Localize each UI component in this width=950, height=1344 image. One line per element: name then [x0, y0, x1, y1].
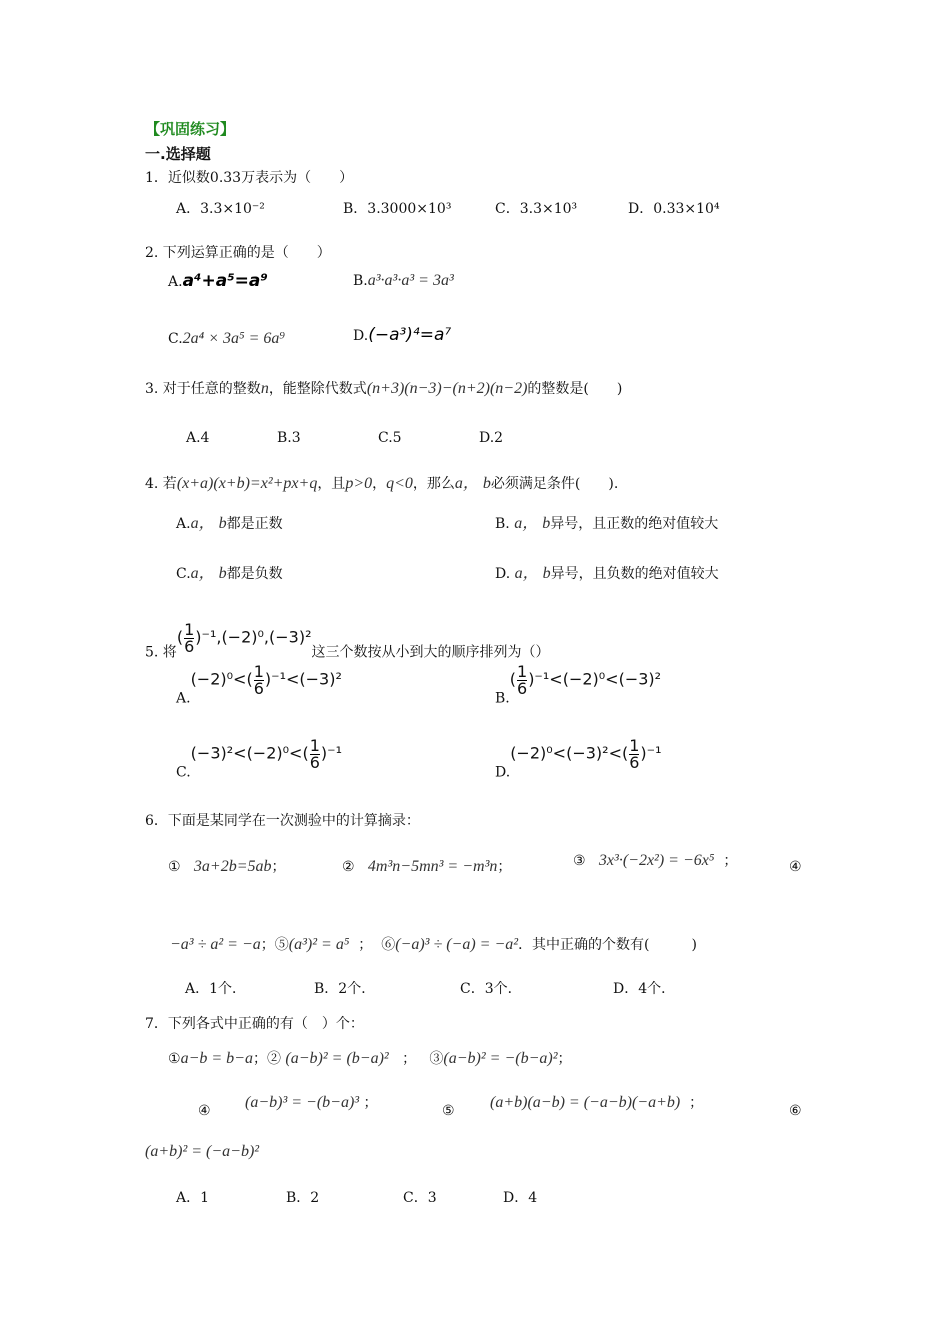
q7-option-c: C．3 [403, 1190, 437, 1206]
q1-stem: 1．近似数0.33万表示为（ ） [145, 170, 354, 186]
numerator: 1 [629, 736, 640, 755]
q4-option-b [495, 515, 718, 533]
item-number: ① [168, 859, 181, 875]
q6-option-a: A．1个． [185, 981, 247, 997]
item-number: ③ [429, 1051, 444, 1067]
option-vars: a， b [190, 515, 227, 532]
fraction [254, 664, 264, 697]
q6-option-c: C．3个． [460, 981, 522, 997]
denominator: 6 [309, 753, 320, 772]
option-label: D. [495, 566, 511, 582]
option-vars: a， b [514, 565, 551, 582]
q3-option-b: B.3 [277, 430, 301, 446]
option-label: D. [353, 328, 369, 344]
stem-text: 4. 若 [145, 476, 177, 492]
q4-option-c [176, 565, 283, 583]
option-expr: ( [509, 669, 516, 689]
q2-option-b [353, 272, 454, 290]
option-text: 异号，且正数的绝对值较大 [550, 516, 719, 532]
stem-text: ，且 [317, 476, 346, 492]
option-expr: (−2)⁰<( [190, 669, 253, 689]
item-expr: a−b = b−a [180, 1050, 253, 1067]
option-expr: )⁻¹<(−2)⁰<(−3)² [528, 669, 662, 689]
section-title: 【巩固练习】 [145, 120, 236, 138]
q2-option-d [353, 326, 451, 345]
numerator: 1 [309, 736, 320, 755]
numerator: 1 [253, 662, 264, 681]
numerator: 1 [517, 662, 528, 681]
q7-item-6 [145, 1143, 259, 1161]
q7-row-1 [168, 1050, 572, 1068]
q1-option-c: C．3.3×10³ [495, 201, 578, 217]
item-punct: ； [402, 1051, 417, 1067]
q2-option-a [168, 272, 268, 291]
item-punct: ； [557, 1051, 572, 1067]
item-expr: (a+b)² = (−a−b)² [145, 1143, 260, 1160]
item-expr: (−a)³ ÷ (−a) = −a² [395, 936, 519, 953]
item-expr: (a+b)(a−b) = (−a−b)(−a+b) [490, 1094, 681, 1111]
q5-option-d [495, 738, 662, 782]
option-expr: 2a⁴ × 3a⁵ = 6a⁹ [182, 330, 285, 347]
item-expr: 4m³n−5mn³ = −m³n [367, 858, 498, 875]
item-number: ① [168, 1051, 181, 1067]
option-label: B. [353, 273, 368, 289]
item-punct: ； [723, 853, 738, 869]
fraction [517, 664, 527, 697]
q2-stem: 2. 下列运算正确的是（ ） [145, 245, 331, 261]
item-expr: (a³)² = a⁵ [288, 936, 350, 953]
item-expr: (a−b)² = −(b−a)² [443, 1050, 558, 1067]
option-label: A. [168, 274, 183, 290]
stem-expr: q<0 [386, 475, 413, 492]
denominator: 6 [517, 679, 528, 698]
item-number: ③ [573, 853, 586, 869]
item-number: ② [342, 859, 355, 875]
stem-text: ，能整除代数式 [268, 381, 367, 397]
option-expr: a⁴+a⁵=a⁹ [182, 271, 268, 291]
item-punct: ； [497, 859, 512, 875]
item-punct: ； [252, 1051, 267, 1067]
option-label: D. [495, 764, 511, 781]
item-punct: ．其中正确的个数有( ) [518, 937, 697, 953]
q7-item-6-number: ⑥ [789, 1103, 802, 1119]
q2-option-c [168, 330, 285, 348]
stem-text: ，那么 [412, 476, 455, 492]
option-expr: (−2)⁰<(−3)²<( [510, 743, 629, 763]
option-expr: a³·a³·a³ = 3a³ [367, 272, 454, 289]
stem-expr: p>0 [345, 475, 373, 492]
q6-item-1 [168, 858, 286, 876]
item-punct: ； [689, 1095, 704, 1111]
q1-option-a: A．3.3×10⁻² [176, 201, 265, 217]
item-punct: ； [260, 937, 275, 953]
q7-option-a: A．1 [176, 1190, 210, 1206]
stem-text: ， [372, 476, 387, 492]
option-vars: a， b [514, 515, 551, 532]
option-label: C. [176, 566, 191, 582]
q3-option-c: C.5 [378, 430, 402, 446]
q5-option-b [495, 664, 661, 708]
option-vars: a， b [190, 565, 227, 582]
item-expr: (a−b)³ = −(b−a)³ [245, 1094, 360, 1111]
q4-option-d [495, 565, 719, 583]
option-label: C. [176, 764, 191, 781]
q6-item-2 [342, 858, 511, 876]
item-punct: ； [271, 859, 286, 875]
stem-vars: a， b [454, 475, 491, 492]
stem-var: n [260, 380, 269, 397]
item-number: ⑤ [274, 937, 289, 953]
stem-expr: )⁻¹,(−2)⁰,(−3)² [195, 627, 312, 647]
option-text: 都是正数 [226, 516, 283, 532]
stem-text: 这三个数按从小到大的顺序排列为（） [311, 644, 550, 661]
item-expr: 3a+2b=5ab [193, 858, 272, 875]
q1-option-b: B．3.3000×10³ [343, 201, 452, 217]
q6-row-2 [170, 936, 697, 954]
q3-stem [145, 380, 622, 398]
numerator: 1 [184, 620, 195, 639]
option-label: C. [168, 331, 183, 347]
denominator: 6 [184, 637, 195, 656]
q6-option-b: B．2个． [314, 981, 376, 997]
fraction [629, 738, 639, 771]
option-label: A. [176, 690, 191, 707]
stem-text: 5. 将 [145, 644, 177, 661]
option-expr: )⁻¹ [640, 743, 662, 763]
q5-option-c [176, 738, 342, 782]
item-number: ⑥ [381, 937, 396, 953]
denominator: 6 [629, 753, 640, 772]
q4-stem [145, 475, 618, 493]
option-text: 都是负数 [226, 566, 283, 582]
item-expr: 3x³·(−2x²) = −6x⁵ [598, 852, 715, 869]
option-text: 异号，且负数的绝对值较大 [550, 566, 719, 582]
stem-text: 的整数是( ) [527, 381, 623, 397]
stem-text: 必须满足条件( ). [490, 476, 619, 492]
option-expr: (−3)²<(−2)⁰<( [190, 743, 309, 763]
q3-option-d: D.2 [479, 430, 504, 446]
fraction [184, 622, 194, 655]
item-expr: −a³ ÷ a² = −a [170, 936, 261, 953]
q6-item-3 [573, 852, 737, 870]
q5-stem [145, 622, 550, 662]
part-title: 一.选择题 [145, 145, 211, 163]
q6-option-d: D．4个． [613, 981, 676, 997]
q7-item-5-number: ⑤ [442, 1103, 455, 1119]
q3-option-a: A.4 [186, 430, 210, 446]
option-label: B. [495, 690, 510, 707]
option-label: B. [495, 516, 510, 532]
q7-item-4-number: ④ [198, 1103, 211, 1119]
q7-option-b: B．2 [286, 1190, 320, 1206]
stem-expr: ( [176, 627, 184, 647]
item-punct: ； [363, 1095, 378, 1111]
q7-option-d: D．4 [503, 1190, 538, 1206]
fraction [310, 738, 320, 771]
item-number: ② [266, 1051, 281, 1067]
stem-text: 3. 对于任意的整数 [145, 381, 261, 397]
option-expr: (−a³)⁴=a⁷ [368, 325, 452, 345]
option-label: A. [176, 516, 191, 532]
option-expr: )⁻¹ [320, 743, 342, 763]
q6-stem: 6．下面是某同学在一次测验中的计算摘录： [145, 813, 420, 829]
item-punct: ； [358, 937, 373, 953]
q1-option-d: D．0.33×10⁴ [628, 201, 720, 217]
q7-item-5 [490, 1094, 703, 1112]
q5-option-a [176, 664, 342, 708]
denominator: 6 [253, 679, 264, 698]
stem-expr: (x+a)(x+b)=x²+px+q [176, 475, 318, 492]
stem-expr: (n+3)(n−3)−(n+2)(n−2) [366, 380, 528, 397]
q7-item-4 [245, 1094, 378, 1112]
q6-item-4-number: ④ [789, 859, 802, 875]
q7-stem: 7．下列各式中正确的有（ ）个： [145, 1016, 364, 1032]
q4-option-a [176, 515, 283, 533]
item-expr: (a−b)² = (b−a)² [285, 1050, 389, 1067]
option-expr: )⁻¹<(−3)² [264, 669, 342, 689]
